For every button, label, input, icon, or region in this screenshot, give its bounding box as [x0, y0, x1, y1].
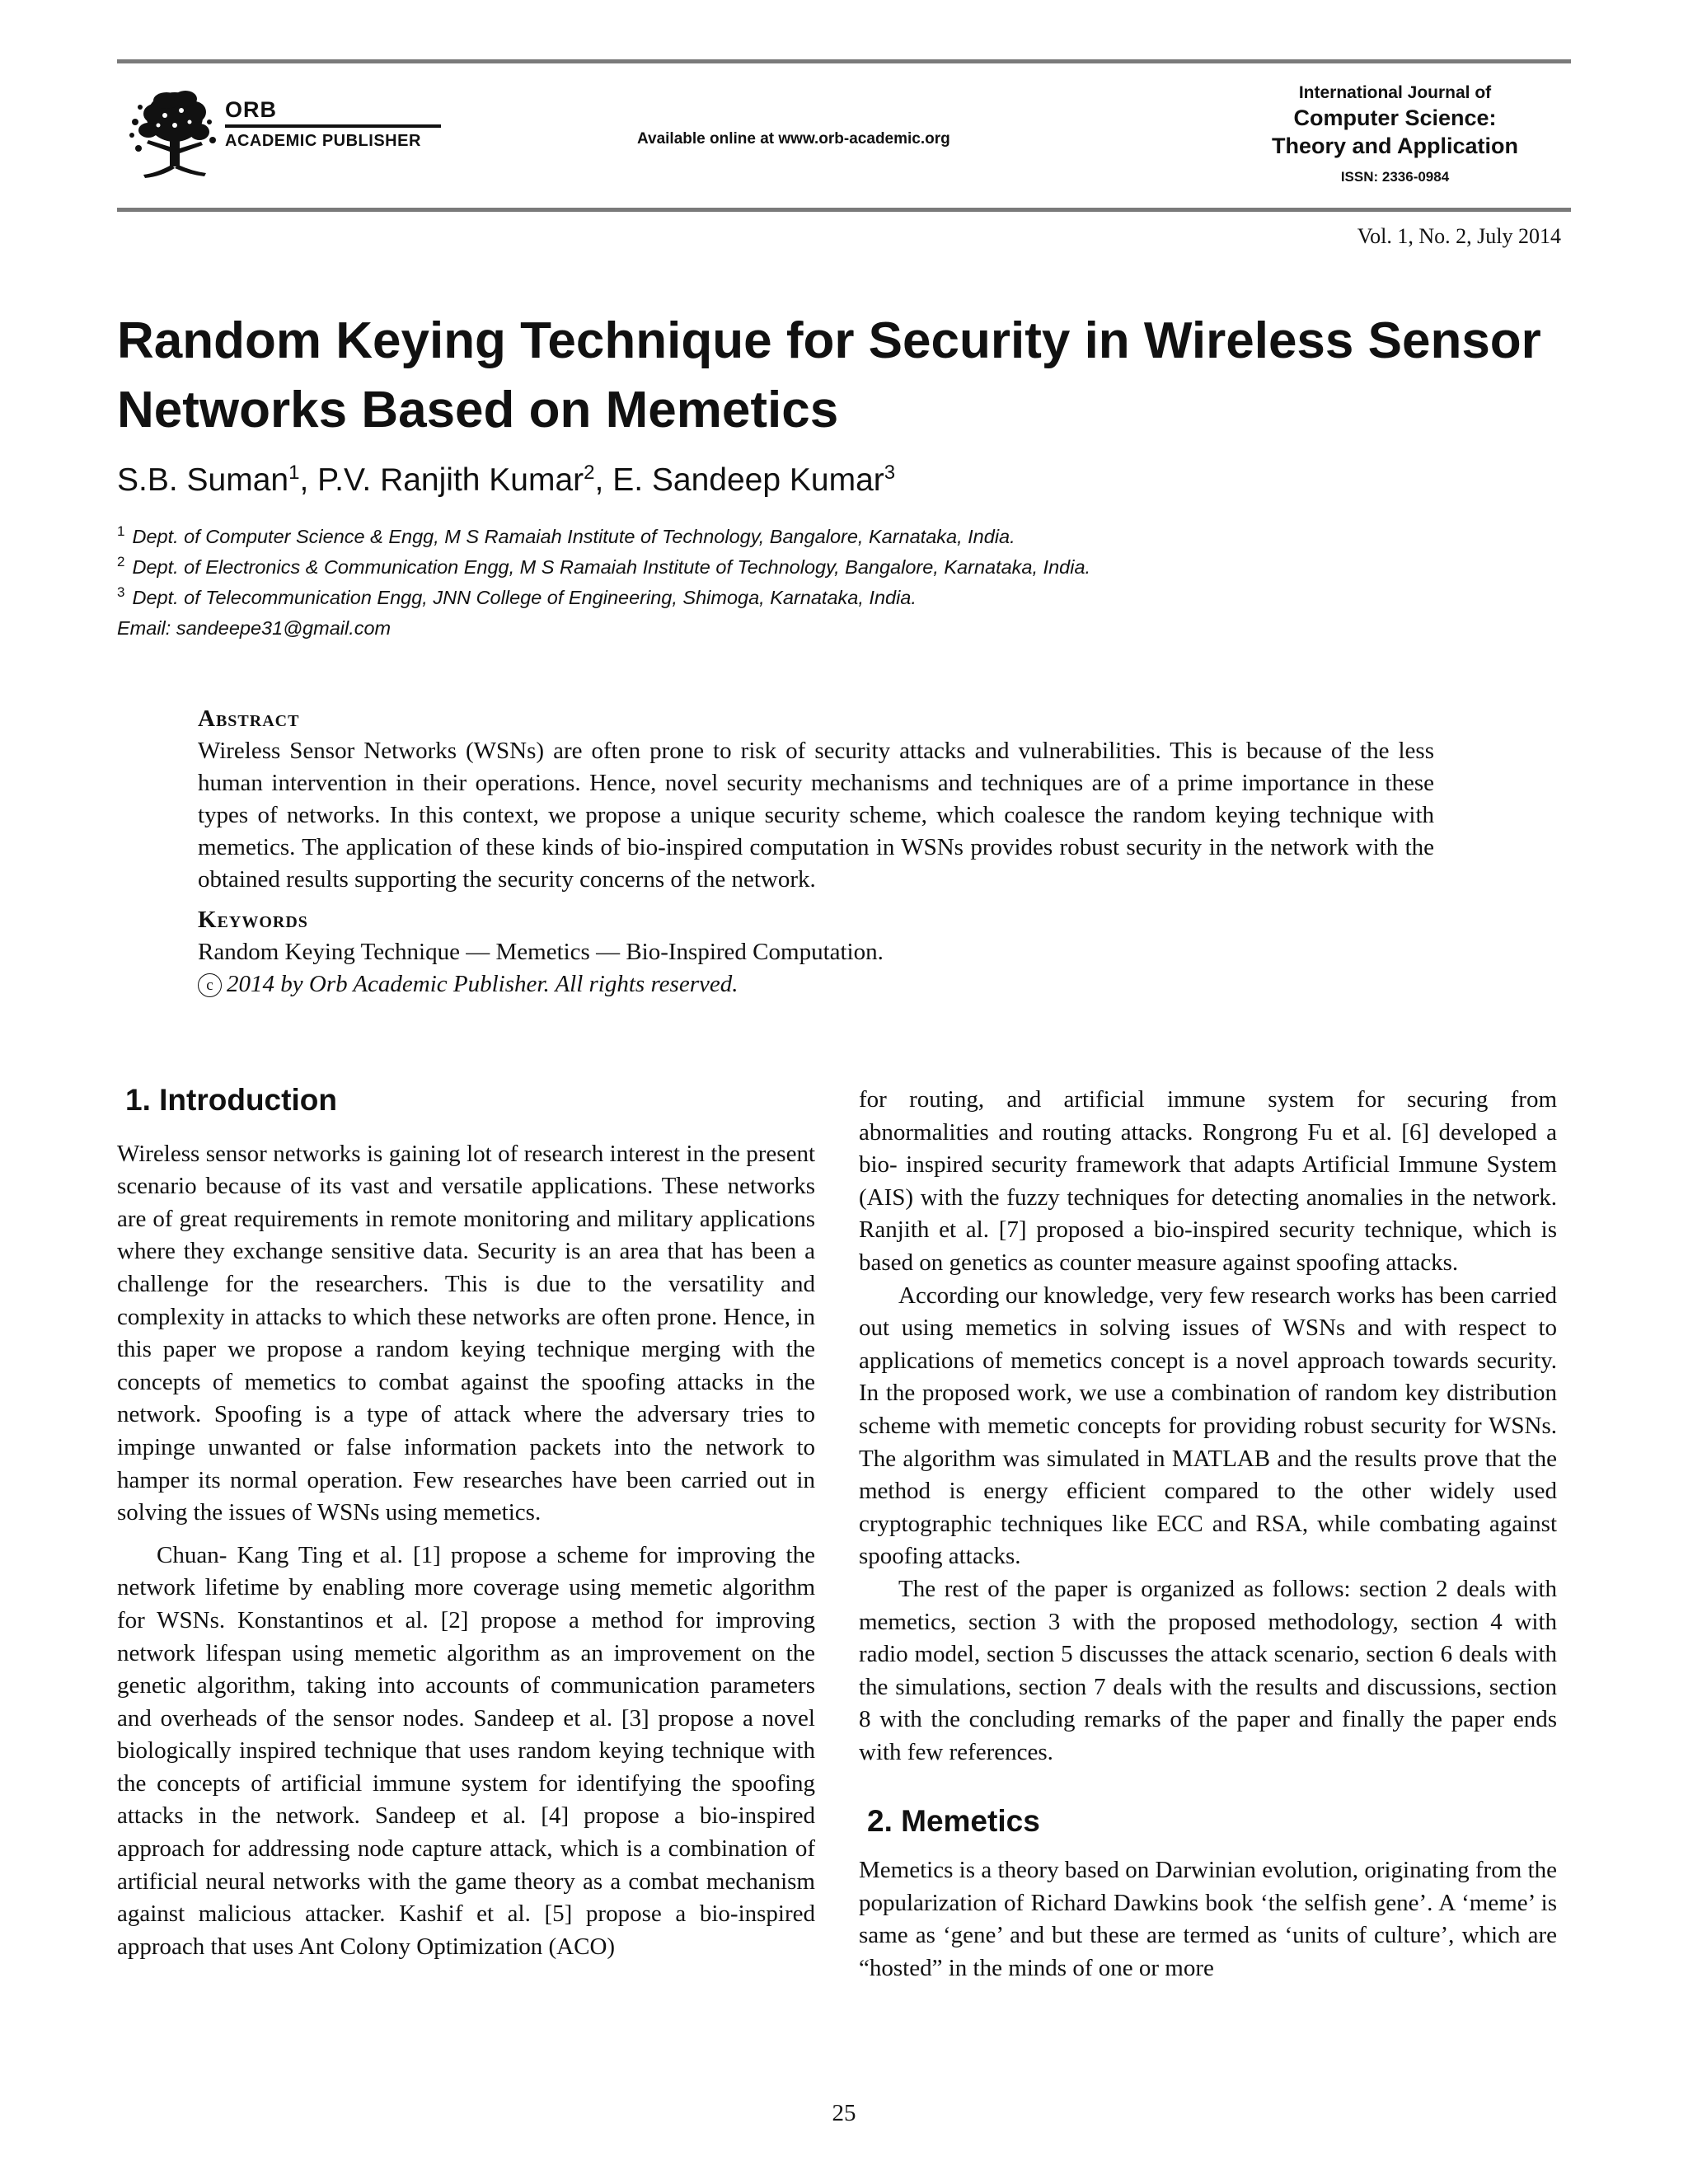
tree-logo-icon	[124, 82, 218, 181]
body-paragraph: Wireless sensor networks is gaining lot of research interest in the present scenario because of its vast and versatile applications. These networks are of great requirements in remote monitoring and military applications where they exchange sensitive data. Security is an area that has been a challenge for the researchers. This is due to the versatility and complexity in attacks to which these networks are often prone. Hence, in this paper we propose a random keying technique merging with the concepts of memetics to combat against the spoofing attacks in the network. Spoofing is a type of attack where the adversary tries to impinge unwanted or false information packets into the network to hamper its normal operation. Few researches have been carried out in solving the issues of WSNs using memetics.	[117, 1140, 815, 1526]
section-heading-memetics: 2. Memetics	[867, 1804, 1040, 1839]
page-number: 25	[832, 2100, 856, 2126]
affiliation-text: Dept. of Electronics & Communication Engg, M S Ramaiah Institute of Technology, Bangalore, Karnataka, India.	[132, 556, 1091, 578]
journal-title-block	[1236, 82, 1554, 190]
header-bottom-rule	[117, 208, 1571, 212]
affiliation-text: Dept. of Computer Science & Engg, M S Ramaiah Institute of Technology, Bangalore, Karnataka, India.	[132, 526, 1015, 547]
available-online-text: Available online at www.orb-academic.org	[637, 130, 950, 148]
left-column	[117, 1084, 815, 1963]
author-name: E. Sandeep Kumar	[612, 462, 884, 498]
author-affil-marker: 3	[884, 462, 896, 484]
author-affil-marker: 2	[584, 462, 595, 484]
body-paragraph: for routing, and artificial immune system for securing from abnormalities and routing attacks. Rongrong Fu et al. [6] developed a bio- inspired security framework that adapts Artificial Immune System (AIS) with the fuzzy techniques for detecting anomalies in the network. Ranjith et al. [7] proposed a bio-inspired security technique, which is based on genetics as counter measure against spoofing attacks.	[859, 1086, 1557, 1276]
keywords-text: Random Keying Technique — Memetics — Bio-Inspired Computation.	[198, 939, 884, 965]
author-separator: ,	[299, 462, 318, 498]
affiliation-number: 1	[117, 523, 125, 539]
author-name: S.B. Suman	[117, 462, 289, 498]
publisher-divider	[225, 124, 441, 128]
publisher-wordmark: ORB	[225, 97, 277, 122]
affiliation-row	[117, 523, 1090, 553]
body-paragraph: According our knowledge, very few research works has been carried out using memetics in solving issues of WSNs and with respect to applications of memetics concept is a novel approach towards security. In the proposed work, we use a combination of random key distribution scheme with memetic concepts for providing robust security for WSNs. The algorithm was simulated in MATLAB and the results prove that the method is energy efficient compared to the other widely used cryptographic techniques like ECC and RSA, while combating against spoofing attacks.	[859, 1282, 1557, 1570]
copyright-text: 2014 by Orb Academic Publisher. All rights reserved.	[227, 971, 738, 997]
publisher-subtitle: ACADEMIC PUBLISHER	[225, 132, 421, 150]
affiliation-row	[117, 583, 1090, 614]
affiliations	[117, 523, 1090, 642]
affiliation-text: Dept. of Telecommunication Engg, JNN College of Engineering, Shimoga, Karnataka, India.	[132, 587, 917, 608]
volume-info: Vol. 1, No. 2, July 2014	[1357, 224, 1561, 248]
abstract-text: Wireless Sensor Networks (WSNs) are often prone to risk of security attacks and vulnerabilities. This is because of the less human intervention in their operations. Hence, novel security mechanisms and techniques are of a prime importance in these types of networks. In this context, we propose a unique security scheme, which coalesce the random keying technique with memetics. The application of these kinds of bio-inspired computation in WSNs provides robust security in the network with the obtained results supporting the security concerns of the network.	[198, 738, 1434, 893]
keywords-heading: Keywords	[198, 907, 308, 933]
author-list	[117, 462, 895, 499]
header-top-rule	[117, 59, 1571, 63]
abstract-heading: Abstract	[198, 705, 300, 732]
body-paragraph: The rest of the paper is organized as follows: section 2 deals with memetics, section 3 with the proposed methodology, section 4 with radio model, section 5 discusses the attack scenario, section 6 deals with the simulations, section 7 deals with the results and discussions, section 8 with the concluding remarks of the paper and finally the paper ends with few references.	[859, 1575, 1557, 1765]
affiliation-number: 2	[117, 554, 125, 569]
author-separator: ,	[594, 462, 613, 498]
right-column	[859, 1084, 1557, 1985]
journal-line-2: Computer Science:	[1293, 105, 1497, 130]
affiliation-number: 3	[117, 584, 125, 600]
abstract-block	[198, 703, 1434, 1001]
author-name: P.V. Ranjith Kumar	[317, 462, 584, 498]
affiliation-row	[117, 553, 1090, 583]
copyright-symbol: c	[198, 973, 222, 997]
corresponding-email: Email: sandeepe31@gmail.com	[117, 617, 392, 639]
copyright-notice	[198, 968, 1434, 1001]
journal-issn: ISSN: 2336-0984	[1340, 169, 1450, 185]
journal-line-3: Theory and Application	[1271, 134, 1519, 158]
paper-title: Random Keying Technique for Security in Wireless Sensor Networks Based on Memetics	[117, 312, 1541, 438]
body-paragraph: Chuan- Kang Ting et al. [1] propose a scheme for improving the network lifetime by enabling more coverage using memetic algorithm for WSNs. Konstantinos et al. [2] propose a method for improving network lifespan using memetic algorithm as an improvement on the genetic algorithm, taking into accounts of communication parameters and overheads of the sensor nodes. Sandeep et al. [3] propose a novel biologically inspired technique that uses random keying technique with the concepts of artificial immune system for identifying the spoofing attacks in the network. Sandeep et al. [4] propose a bio-inspired approach for addressing node capture attack, which is a combination of artificial neural networks with the game theory as a combat mechanism against malicious attacker. Kashif et al. [5] propose a bio-inspired approach that uses Ant Colony Optimization (ACO)	[117, 1541, 815, 1960]
author-affil-marker: 1	[288, 462, 300, 484]
orb-publisher-logo	[124, 82, 453, 181]
journal-line-1: International Journal of	[1298, 83, 1492, 102]
body-paragraph: Memetics is a theory based on Darwinian evolution, originating from the popularization of Richard Dawkins book ‘the selfish gene’. A ‘meme’ is same as ‘gene’ and but these are termed as ‘units of culture’, which are “hosted” in the minds of one or more	[859, 1857, 1557, 1981]
section-heading-introduction: 1. Introduction	[125, 1083, 337, 1117]
